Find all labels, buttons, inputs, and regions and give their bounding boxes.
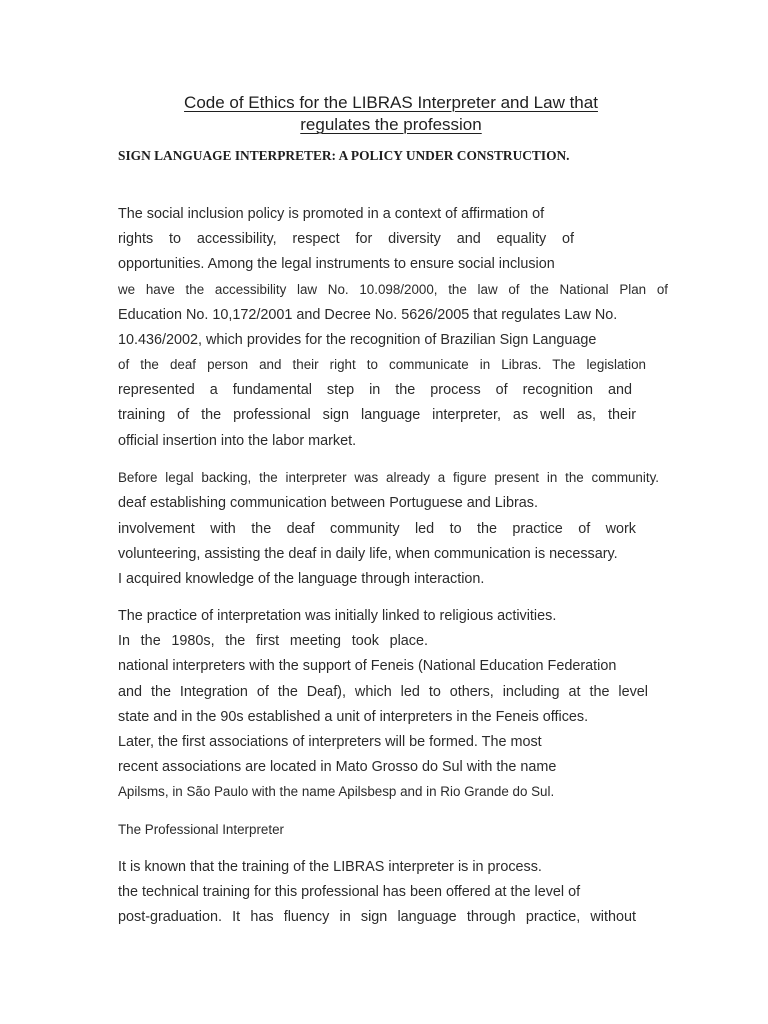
paragraph-2-line: deaf establishing communication between Portuguese and Libras. (118, 495, 538, 511)
paragraph-3-line: Apilsms, in São Paulo with the name Apilsbesp and in Rio Grande do Sul. (118, 784, 555, 799)
title-line-2: regulates the profession (300, 115, 482, 134)
paragraph-3-line: In the 1980s, the first meeting took place. (118, 633, 428, 649)
paragraph-2-line: volunteering, assisting the deaf in daily life, when communication is necessary. (118, 546, 618, 562)
document-subtitle: SIGN LANGUAGE INTERPRETER: A POLICY UNDER CONSTRUCTION. (118, 148, 570, 163)
paragraph-1-line: official insertion into the labor market. (118, 433, 357, 449)
title-line-1: Code of Ethics for the LIBRAS Interpreter and Law that (184, 93, 598, 112)
paragraph-2-line: I acquired knowledge of the language through interaction. (118, 571, 485, 587)
paragraph-3-line: state and in the 90s established a unit of interpreters in the Feneis offices. (118, 709, 589, 725)
paragraph-1-line: of the deaf person and their right to communicate in Libras. The legislation (118, 357, 646, 372)
paragraph-1-line: rights to accessibility, respect for diversity and equality of (118, 231, 574, 247)
paragraph-2-line: Before legal backing, the interpreter was already a figure present in the community. (118, 470, 659, 485)
paragraph-1-line: Education No. 10,172/2001 and Decree No. 5626/2005 that regulates Law No. (118, 307, 618, 323)
paragraph-3-line: The practice of interpretation was initially linked to religious activities. (118, 608, 557, 624)
paragraph-3-line: national interpreters with the support of Feneis (National Education Federation (118, 658, 617, 674)
paragraph-1-line: training of the professional sign language interpreter, as well as, their (118, 407, 636, 423)
paragraph-3-line: recent associations are located in Mato Grosso do Sul with the name (118, 759, 557, 775)
paragraph-1-line: The social inclusion policy is promoted in a context of affirmation of (118, 206, 545, 222)
paragraph-2-line: involvement with the deaf community led to the practice of work (118, 521, 636, 537)
document-title (150, 92, 632, 136)
paragraph-1-line: we have the accessibility law No. 10.098/2000, the law of the National Plan of (118, 282, 668, 297)
paragraph-3-line: and the Integration of the Deaf), which led to others, including at the level (118, 684, 648, 700)
section-heading: The Professional Interpreter (118, 822, 284, 837)
paragraph-4-line: post-graduation. It has fluency in sign language through practice, without (118, 909, 636, 925)
paragraph-1-line: opportunities. Among the legal instruments to ensure social inclusion (118, 256, 555, 272)
paragraph-1-line: 10.436/2002, which provides for the recognition of Brazilian Sign Language (118, 332, 597, 348)
paragraph-4-line: It is known that the training of the LIBRAS interpreter is in process. (118, 859, 542, 875)
paragraph-4-line: the technical training for this professional has been offered at the level of (118, 884, 581, 900)
paragraph-3-line: Later, the first associations of interpreters will be formed. The most (118, 734, 542, 750)
paragraph-1-line: represented a fundamental step in the process of recognition and (118, 382, 632, 398)
